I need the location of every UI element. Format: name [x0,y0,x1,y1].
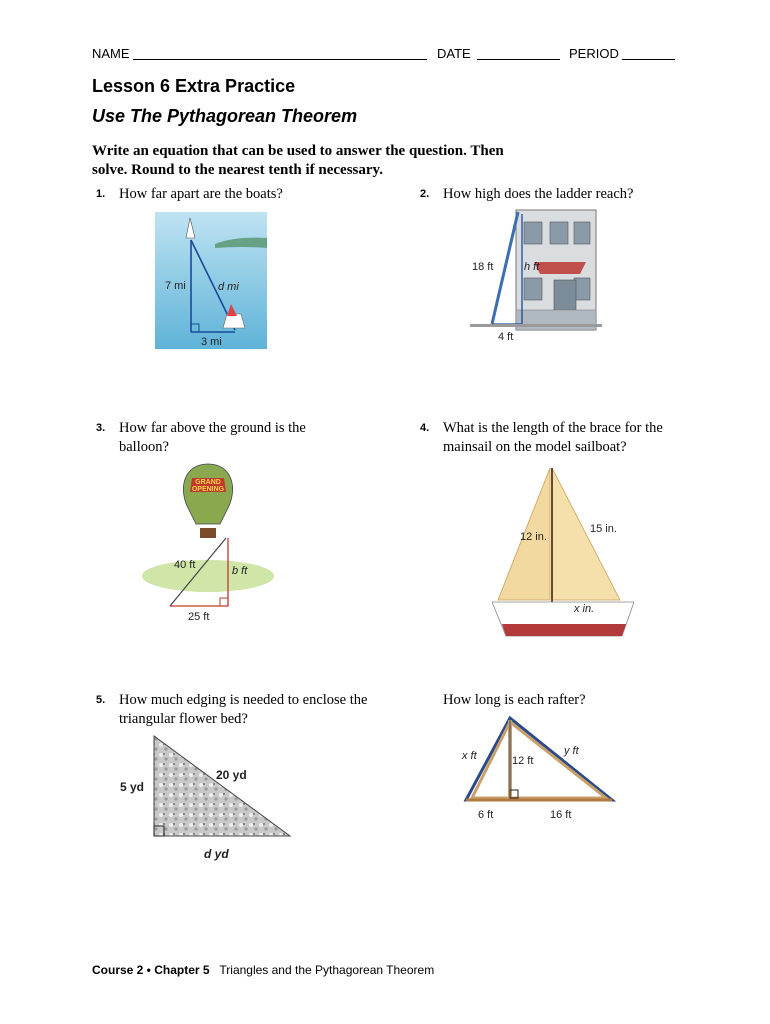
label-12in: 12 in. [520,531,547,543]
grass [142,560,274,592]
footer [92,963,434,977]
date-field[interactable] [477,59,560,60]
problem-5-number: 5. [96,694,106,706]
name-field[interactable] [133,59,427,60]
problem-2-question: How high does the ladder reach? [443,186,634,202]
label-18ft: 18 ft [472,261,494,273]
balloon-banner-line1: GRAND [195,479,221,486]
label-40ft: 40 ft [174,559,196,571]
problem-3-number: 3. [96,422,106,434]
label-yft: y ft [564,745,579,757]
right-angle-mark [220,598,228,606]
label-20yd: 20 yd [216,768,247,782]
problem-2-number: 2. [420,188,430,200]
sailboat-figure [492,464,634,644]
problem-5-question: How much edging is needed to enclose the triangular flower bed? [119,692,368,727]
balloon-figure [142,458,274,626]
label-12ft: 12 ft [512,755,534,767]
ladder [492,212,518,324]
page-title: Lesson 6 Extra Practice [92,76,296,96]
label-dyd: d yd [204,847,229,861]
label-dmi: d mi [218,281,239,293]
label-15in: 15 in. [590,523,617,535]
label-25ft: 25 ft [188,611,210,623]
label-6ft: 6 ft [478,809,494,821]
label-16ft: 16 ft [550,809,572,821]
name-label: NAME [92,46,130,61]
footer-topic: Triangles and the Pythagorean Theorem [219,963,435,977]
ladder-figure [470,206,602,346]
rafter-figure [456,712,620,824]
basket [200,528,216,538]
label-4ft: 4 ft [498,331,514,343]
footer-course: Course 2 • Chapter 5 [92,963,210,977]
page-subtitle: Use The Pythagorean Theorem [92,106,358,126]
period-label: PERIOD [569,46,619,61]
hull-stripe [502,624,626,636]
balloon-icon [183,464,232,538]
flower-bed-figure [118,732,298,864]
label-xft: x ft [462,750,477,762]
label-bft: b ft [232,565,248,577]
label-xin: x in. [574,603,595,615]
rafter-outline [466,718,612,800]
label-7mi: 7 mi [165,280,186,292]
awning [534,262,586,274]
problem-4-number: 4. [420,422,430,434]
label-5yd: 5 yd [120,780,145,794]
ground [470,324,602,327]
problem-1-number: 1. [96,188,106,200]
boats-figure [155,212,267,349]
label-3mi: 3 mi [201,336,222,348]
problem-3-question: How far above the ground is the balloon? [119,420,306,455]
label-hft: h ft [524,261,540,273]
instructions: Write an equation that can be used to answer the question. Then solve. Round to the nearest tenth if necessary. [92,143,504,178]
period-field[interactable] [622,59,675,60]
balloon-banner-line2: OPENING [191,486,225,493]
problem-6-question: How long is each rafter? [443,692,586,708]
problem-1-question: How far apart are the boats? [119,186,283,202]
date-label: DATE [437,46,471,61]
flower-bed [154,736,290,836]
problem-4-question: What is the length of the brace for the mainsail on the model sailboat? [443,420,663,455]
